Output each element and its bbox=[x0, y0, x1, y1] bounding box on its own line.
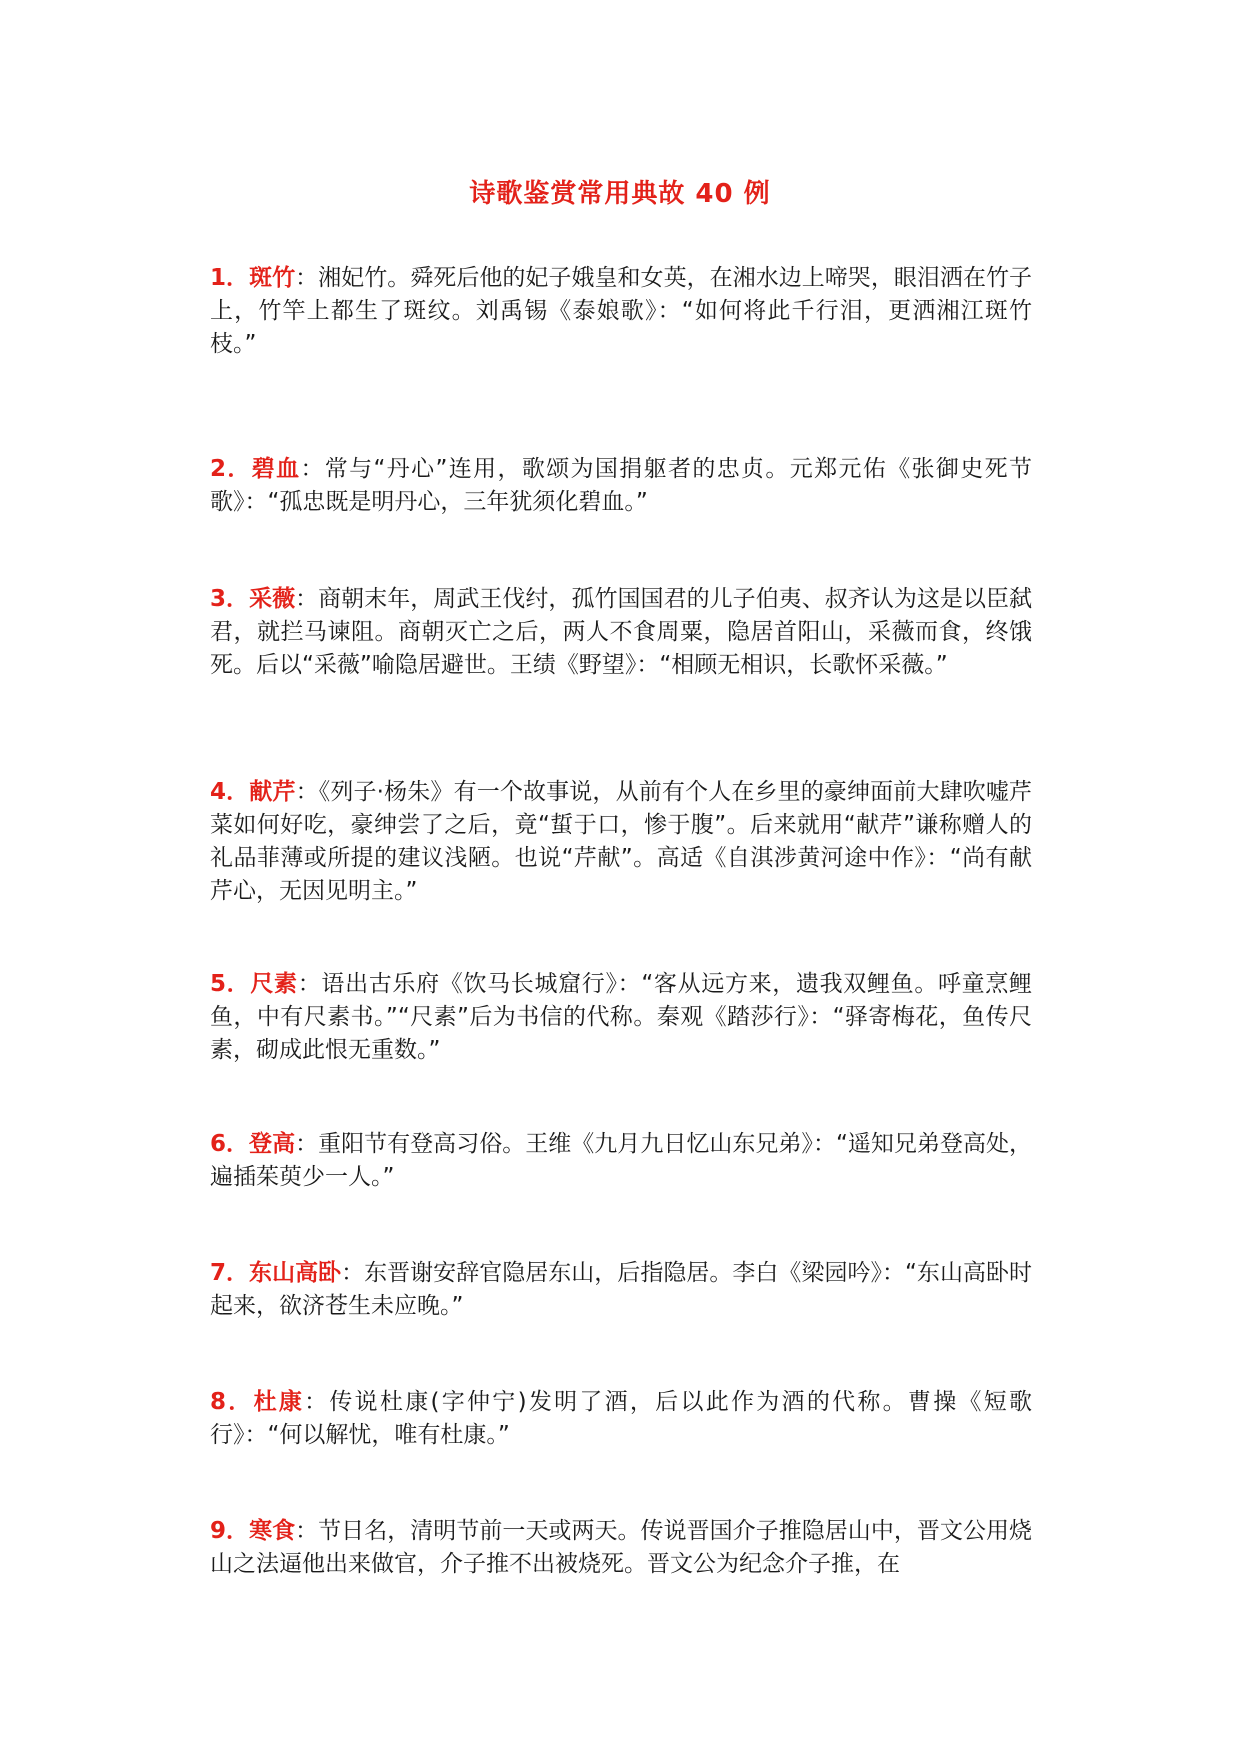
entry-number: 9． bbox=[210, 1518, 250, 1544]
entry-text: 《列子·杨朱》有一个故事说，从前有个人在乡里的豪绅面前大肆吹嘘芹菜如何好吃，豪绅尝了之后，竟“蜇于口，惨于腹”。后来就用“献芹”谦称赠人的礼品菲薄或所提的建议浅陋。也说“芹献”。高适《自淇涉黄河途中作》：“尚有献芹心，无因见明主。” bbox=[210, 779, 1033, 904]
entry-text: 重阳节有登高习俗。王维《九月九日忆山东兄弟》：“遥知兄弟登高处，遍插茱萸少一人。” bbox=[210, 1131, 1032, 1190]
entry-item: 3．采薇：商朝末年，周武王伐纣，孤竹国国君的儿子伯夷、叔齐认为这是以臣弑君，就拦马谏阻。商朝灭亡之后，两人不食周粟，隐居首阳山，采薇而食，终饿死。后以“采薇”喻隐居避世。王绩《野望》：“相顾无相识，长歌怀采薇。” bbox=[210, 586, 1032, 678]
entry-term: 杜康 bbox=[253, 1389, 305, 1415]
entry-number: 5． bbox=[210, 971, 251, 997]
entry-item: 8．杜康：传说杜康(字仲宁)发明了酒，后以此作为酒的代称。曹操《短歌行》：“何以解忧，唯有杜康。” bbox=[210, 1389, 1033, 1448]
document-title: 诗歌鉴赏常用典故 40 例 bbox=[469, 179, 771, 209]
entry-number: 7． bbox=[210, 1260, 250, 1286]
entry-item: 7．东山高卧：东晋谢安辞官隐居东山，后指隐居。李白《梁园吟》：“东山高卧时起来，欲济苍生未应晚。” bbox=[210, 1260, 1032, 1319]
entry-text: 湘妃竹。舜死后他的妃子娥皇和女英，在湘水边上啼哭，眼泪洒在竹子上，竹竿上都生了斑纹。刘禹锡《泰娘歌》：“如何将此千行泪，更洒湘江斑竹枝。” bbox=[210, 265, 1032, 357]
entry-text: 常与“丹心”连用，歌颂为国捐躯者的忠贞。元郑元佑《张御史死节歌》：“孤忠既是明丹心，三年犹须化碧血。” bbox=[210, 456, 1032, 515]
entry-number: 1． bbox=[210, 265, 250, 291]
entry-item: 5．尺素：语出古乐府《饮马长城窟行》：“客从远方来，遗我双鲤鱼。呼童烹鲤鱼，中有尺素书。”“尺素”后为书信的代称。秦观《踏莎行》：“驿寄梅花，鱼传尺素，砌成此恨无重数。” bbox=[210, 971, 1033, 1063]
entry-text: 东晋谢安辞官隐居东山，后指隐居。李白《梁园吟》：“东山高卧时起来，欲济苍生未应晚。” bbox=[210, 1260, 1032, 1319]
entry-number: 6． bbox=[210, 1131, 250, 1157]
entry-term: 斑竹 bbox=[249, 265, 296, 291]
entry-term: 采薇 bbox=[249, 586, 296, 612]
entry-term: 寒食 bbox=[249, 1518, 296, 1544]
entry-term: 碧血 bbox=[251, 456, 301, 482]
entry-text: 节日名，清明节前一天或两天。传说晋国介子推隐居山中，晋文公用烧山之法逼他出来做官，介子推不出被烧死。晋文公为纪念介子推，在 bbox=[210, 1518, 1032, 1577]
entry-term: 献芹 bbox=[249, 779, 296, 805]
entry-text: 语出古乐府《饮马长城窟行》：“客从远方来，遗我双鲤鱼。呼童烹鲤鱼，中有尺素书。”“尺素”后为书信的代称。秦观《踏莎行》：“驿寄梅花，鱼传尺素，砌成此恨无重数。” bbox=[210, 971, 1033, 1063]
entry-item: 9．寒食：节日名，清明节前一天或两天。传说晋国介子推隐居山中，晋文公用烧山之法逼他出来做官，介子推不出被烧死。晋文公为纪念介子推，在 bbox=[210, 1518, 1032, 1577]
entry-number: 3． bbox=[210, 586, 250, 612]
entry-term: 尺素 bbox=[250, 971, 298, 997]
entry-term: 登高 bbox=[249, 1131, 296, 1157]
entry-item: 4．献芹：《列子·杨朱》有一个故事说，从前有个人在乡里的豪绅面前大肆吹嘘芹菜如何好吃，豪绅尝了之后，竟“蜇于口，惨于腹”。后来就用“献芹”谦称赠人的礼品菲薄或所提的建议浅陋。也说“芹献”。高适《自淇涉黄河途中作》：“尚有献芹心，无因见明主。” bbox=[210, 779, 1033, 904]
entry-item: 6．登高：重阳节有登高习俗。王维《九月九日忆山东兄弟》：“遥知兄弟登高处，遍插茱萸少一人。” bbox=[210, 1131, 1032, 1190]
entry-text: 传说杜康(字仲宁)发明了酒，后以此作为酒的代称。曹操《短歌行》：“何以解忧，唯有杜康。” bbox=[210, 1389, 1033, 1448]
entry-number: 4． bbox=[210, 779, 250, 805]
entry-text: 商朝末年，周武王伐纣，孤竹国国君的儿子伯夷、叔齐认为这是以臣弑君，就拦马谏阻。商朝灭亡之后，两人不食周粟，隐居首阳山，采薇而食，终饿死。后以“采薇”喻隐居避世。王绩《野望》：“相顾无相识，长歌怀采薇。” bbox=[210, 586, 1032, 678]
entry-item: 2．碧血：常与“丹心”连用，歌颂为国捐躯者的忠贞。元郑元佑《张御史死节歌》：“孤忠既是明丹心，三年犹须化碧血。” bbox=[210, 456, 1032, 515]
entry-number: 8． bbox=[210, 1389, 254, 1415]
entry-number: 2． bbox=[210, 456, 252, 482]
entry-item: 1．斑竹：湘妃竹。舜死后他的妃子娥皇和女英，在湘水边上啼哭，眼泪洒在竹子上，竹竿上都生了斑纹。刘禹锡《泰娘歌》：“如何将此千行泪，更洒湘江斑竹枝。” bbox=[210, 265, 1032, 357]
entry-term: 东山高卧 bbox=[249, 1260, 342, 1286]
